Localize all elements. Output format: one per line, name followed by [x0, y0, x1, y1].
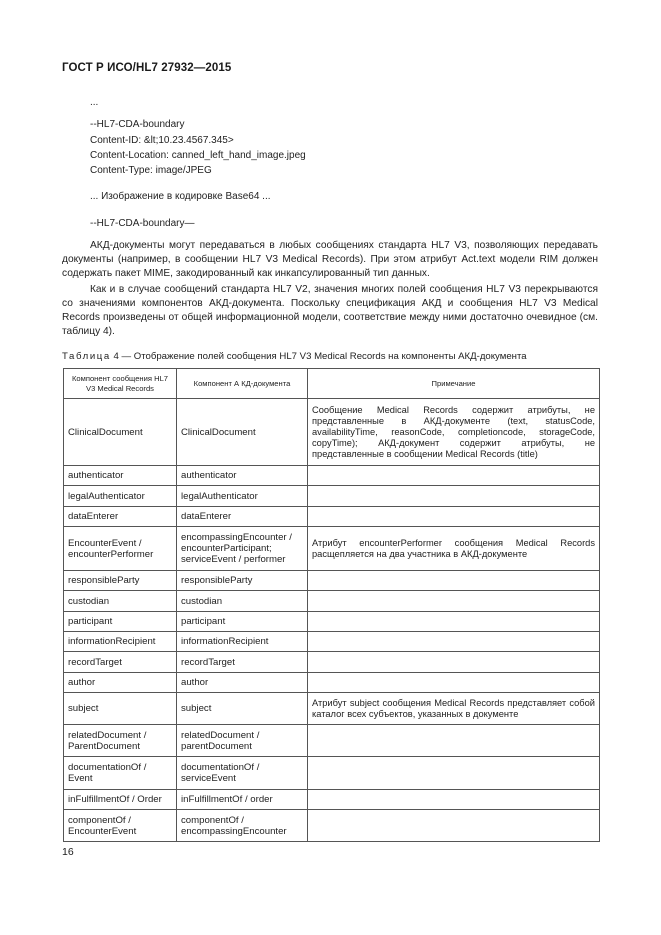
table-row [64, 527, 600, 571]
cell-message-component: informationRecipient [64, 632, 177, 652]
cell-cda-component: author [177, 673, 308, 693]
cell-cda-component: ClinicalDocument [177, 399, 308, 466]
table-row [64, 612, 600, 632]
cell-cda-component: authenticator [177, 466, 308, 486]
cell-message-component: recordTarget [64, 652, 177, 673]
table-row [64, 693, 600, 725]
header-message-component: Компонент сообщения HL7 V3 Medical Records [64, 369, 177, 399]
code-base64-note: ... Изображение в кодировке Base64 ... [90, 191, 271, 202]
document-header: ГОСТ Р ИСО/HL7 27932—2015 [62, 62, 232, 74]
code-content-location: Content-Location: canned_left_hand_image.jpeg [90, 150, 306, 161]
header-cda-component: Компонент А КД-документа [177, 369, 308, 399]
table-caption-label: Таблица [62, 351, 111, 362]
cell-message-component: relatedDocument / ParentDocument [64, 725, 177, 757]
cell-note [308, 673, 600, 693]
code-ellipsis: ... [90, 97, 99, 108]
table-row [64, 790, 600, 810]
paragraph-mapping: Как и в случае сообщений стандарта HL7 V2, значения многих полей сообщения HL7 V3 перекрываются со значениями компонентов АКД-документа. Поскольку спецификация АКД и сообщения HL7 V3 Medical Records произведены от общей информационной модели, соответствие между ними достаточно очевидное (см. таблицу 4). [62, 284, 598, 337]
table-row [64, 652, 600, 673]
cell-message-component: componentOf / EncounterEvent [64, 810, 177, 842]
cell-cda-component: informationRecipient [177, 632, 308, 652]
mapping-table [63, 368, 600, 842]
code-content-id: Content-ID: &lt;10.23.4567.345> [90, 135, 234, 146]
paragraph-transmission: АКД-документы могут передаваться в любых сообщениях стандарта HL7 V3, позволяющих передавать документы (например, в сообщении HL7 V3 Medical Records). При этом атрибут Act.text модели RIM должен содержать пакет MIME, закодированный как инкапсулированный тип данных. [62, 240, 598, 279]
cell-note [308, 790, 600, 810]
table-row [64, 399, 600, 466]
code-content-type: Content-Type: image/JPEG [90, 165, 212, 176]
cell-note [308, 810, 600, 842]
cell-cda-component: relatedDocument / parentDocument [177, 725, 308, 757]
cell-cda-component: participant [177, 612, 308, 632]
cell-note [308, 466, 600, 486]
cell-note [308, 652, 600, 673]
cell-cda-component: encompassingEncounter / encounterParticipant; serviceEvent / performer [177, 527, 308, 571]
cell-cda-component: legalAuthenticator [177, 486, 308, 507]
cell-message-component: dataEnterer [64, 507, 177, 527]
cell-note [308, 612, 600, 632]
header-note: Примечание [308, 369, 600, 399]
table-row [64, 486, 600, 507]
page-number: 16 [62, 846, 74, 858]
cell-cda-component: inFulfillmentOf / order [177, 790, 308, 810]
table-caption [62, 351, 527, 362]
cell-message-component: EncounterEvent / encounterPerformer [64, 527, 177, 571]
cell-note: Атрибут subject сообщения Medical Records представляет собой каталог всех субъектов, указанных в документе [308, 693, 600, 725]
table-row [64, 632, 600, 652]
table-row [64, 810, 600, 842]
table-header-row [64, 369, 600, 399]
table-row [64, 757, 600, 790]
cell-message-component: authenticator [64, 466, 177, 486]
cell-note [308, 632, 600, 652]
table-row [64, 591, 600, 612]
cell-cda-component: documentationOf / serviceEvent [177, 757, 308, 790]
cell-note [308, 486, 600, 507]
cell-note [308, 591, 600, 612]
cell-note [308, 571, 600, 591]
table-row [64, 507, 600, 527]
cell-note: Сообщение Medical Records содержит атрибуты, не представленные в АКД-документе (text, statusCode, availabilityTime, reasonCode, completioncode, storageCode, copyTime); АКД-документ содержит атрибуты, не представленные в сообщении Medical Records (title) [308, 399, 600, 466]
cell-cda-component: dataEnterer [177, 507, 308, 527]
table-row [64, 466, 600, 486]
code-boundary-end: --HL7-CDA-boundary— [90, 218, 195, 229]
cell-note [308, 507, 600, 527]
table-row [64, 725, 600, 757]
table-caption-title: 4 — Отображение полей сообщения HL7 V3 Medical Records на компоненты АКД-документа [110, 351, 527, 362]
cell-cda-component: recordTarget [177, 652, 308, 673]
cell-cda-component: subject [177, 693, 308, 725]
cell-message-component: author [64, 673, 177, 693]
cell-message-component: subject [64, 693, 177, 725]
cell-message-component: documentationOf / Event [64, 757, 177, 790]
cell-note: Атрибут encounterPerformer сообщения Medical Records расщепляется на два участника в АКД-документе [308, 527, 600, 571]
cell-message-component: responsibleParty [64, 571, 177, 591]
cell-cda-component: custodian [177, 591, 308, 612]
table-row [64, 571, 600, 591]
cell-cda-component: responsibleParty [177, 571, 308, 591]
code-boundary: --HL7-CDA-boundary [90, 119, 185, 130]
cell-cda-component: componentOf / encompassingEncounter [177, 810, 308, 842]
cell-message-component: participant [64, 612, 177, 632]
cell-message-component: custodian [64, 591, 177, 612]
cell-message-component: legalAuthenticator [64, 486, 177, 507]
cell-note [308, 725, 600, 757]
cell-message-component: ClinicalDocument [64, 399, 177, 466]
cell-note [308, 757, 600, 790]
cell-message-component: inFulfillmentOf / Order [64, 790, 177, 810]
table-row [64, 673, 600, 693]
